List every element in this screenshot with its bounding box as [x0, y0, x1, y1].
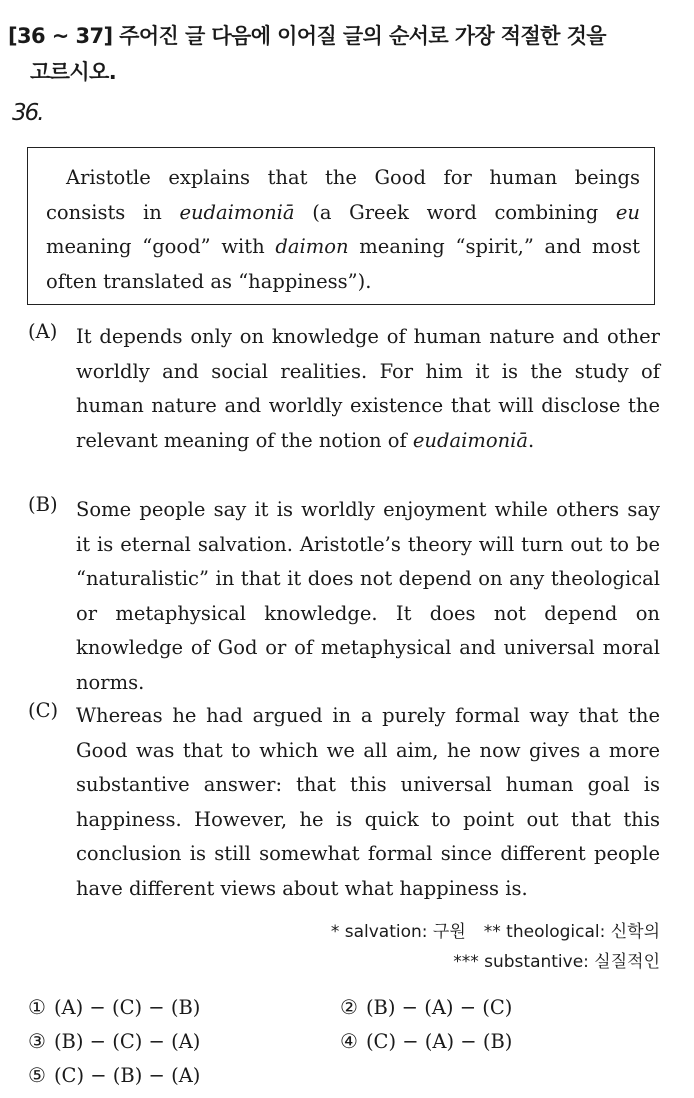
answer-choice-3[interactable]: ③ (B) − (C) − (A) [28, 1029, 201, 1053]
answer-choice-4[interactable]: ④ (C) − (A) − (B) [340, 1029, 513, 1053]
footnote-substantive: *** substantive: 실질적인 [453, 952, 660, 972]
footnotes [331, 917, 660, 977]
instruction-line-2: 고르시오. [30, 60, 117, 84]
option-paragraph-a [28, 320, 660, 458]
answer-choice-1[interactable]: ① (A) − (C) − (B) [28, 995, 201, 1019]
given-passage-text: Aristotle explains that the Good for human beings consists in eudaimoniā (a Greek word combining eu meaning “good” with daimon meaning “spirit,” and most often translated as “happiness”). [46, 166, 640, 293]
term-daimon: daimon [275, 235, 349, 258]
answer-choice-5[interactable]: ⑤ (C) − (B) − (A) [28, 1063, 201, 1087]
footnote-theological: ** theological: 신학의 [483, 922, 660, 942]
given-passage-box [27, 147, 655, 305]
footnote-salvation: * salvation: 구원 [330, 922, 466, 942]
option-text-a: It depends only on knowledge of human nature and other worldly and social realities. For him it is the study of human nature and worldly existence that will disclose the relevant meaning of the notion of eudaimoniā. [76, 325, 660, 452]
option-paragraph-b [28, 493, 660, 700]
option-text-c: Whereas he had argued in a purely formal way that the Good was that to which we all aim, he now gives a more substantive answer: that this universal human goal is happiness. However, he is quick to point out that this conclusion is still somewhat formal since different people have different views about what happiness is. [76, 704, 660, 900]
footnote-line-1 [331, 917, 660, 947]
option-label-a: (A) [28, 320, 58, 343]
term-eu: eu [615, 200, 640, 224]
term-eudaimonia: eudaimoniā [179, 200, 295, 224]
option-paragraph-c [28, 699, 660, 906]
question-number: 36. [12, 100, 43, 126]
option-label-b: (B) [28, 493, 58, 516]
option-label-c: (C) [28, 699, 59, 722]
answer-choice-2[interactable]: ② (B) − (A) − (C) [340, 995, 513, 1019]
option-text-b: Some people say it is worldly enjoyment while others say it is eternal salvation. Aristotle’s theory will turn out to be “naturalistic” in that it does not depend on any theological or metaphysical knowledge. It does not depend on knowledge of God or of metaphysical and universal moral norms. [76, 498, 660, 694]
instruction-line-1: [36 ~ 37] 주어진 글 다음에 이어질 글의 순서로 가장 적절한 것을 [8, 24, 606, 48]
question-instruction [8, 18, 688, 90]
